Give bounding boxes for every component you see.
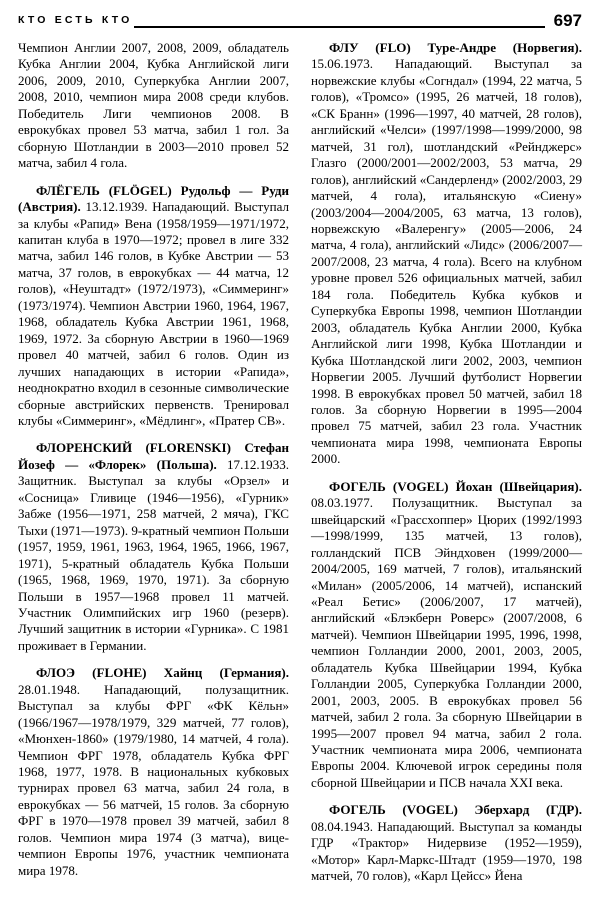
entry-body-text: 13.12.1939. Нападающий. Выступал за клубы «Рапид» Вена (1958/1959—1971/1972, капитан клуба в 1970—1972; провел в лиге 332 матча, забил 146 голов, в Кубке Австрии — 53 матча, 37 голов, в еврокубках — 44 матча, 12 голов), «Неуштадт» (1972/1973), «Симмеринг» (1973/1974). Чемпион Австрии 1960, 1964, 1967, 1968, обладатель Кубка Австрии 1961, 1968, 1969, 1972. За сборную Австрии в 1960—1969 провел 40 матчей, забил 6 голов. Один из лучших нападающих в истории «Рапида», неоднократно входил в сезонные символические сборные австрийских первенств. Тренировал клубы «Симмеринг», «Мёдлинг», «Пратер СВ». — [18, 199, 289, 428]
dictionary-entry-flohe — [18, 665, 289, 879]
entry-headword-latin: (VOGEL) — [402, 802, 458, 818]
entry-body-text: 15.06.1973. Нападающий. Выступал за норвежские клубы «Согндал» (1994, 22 матча, 5 голов), «Тромсо» (1995, 26 матчей, 18 голов), «СК Бранн» (1996—1997, 40 матчей, 28 голов), английский «Челси» (1997/1998—1999/2000, 98 матчей, 31 гол), шотландский «Рейнджерс» Глазго (2000/2001—2002/2003, 53 матча, 29 голов), английский «Сандерленд» (2002/2003, 29 матчей, 4 гола), итальянскую «Сиену» (2003/2004—2004/2005, 63 матча, 13 голов), норвежскую «Валеренгу» (2005—2006, 24 матча, 4 гола), английский «Лидс» (2006/2007—2007/2008, 23 матча, 4 гола). Всего на клубном уровне провел 526 официальных матчей, забил 184 гола. Победитель Кубка кубков и Суперкубка Европы 1998, чемпион Шотландии 2003, обладатель Кубка Англии 2000, Кубка Английской лиги 1998, Кубка Шотландии и Кубка Шотландской лиги 2002, 2003, чемпион Норвегии 2005. Лучший футболист Норвегии 1998. В еврокубках провел 50 матчей, забил 18 голов. За сборную Норвегии в 1995—2004 провел 75 матчей, забил 23 гола. Участник чемпионата мира 1998, чемпионата Европы 2000. — [311, 56, 582, 467]
entry-headword-latin: (FLÖGEL) — [108, 182, 172, 198]
entry-body-text: 28.01.1948. Нападающий, полузащитник. Выступал за клубы ФРГ «ФК Кёльн» (1966/1967—1978/1979, 329 матчей, 77 голов), «Мюнхен-1860» (1979/1980, 14 матчей, 4 гола). Чемпион ФРГ 1978, обладатель Кубка ФРГ 1968, 1977, 1978. В национальных кубковых турнирах провел 63 матча, забил 24 гола, в еврокубках — 56 матчей, 15 голов. За сборную ФРГ в 1970—1978 провел 39 матчей, забил 8 голов. Чемпион мира 1974 (3 матча), вице-чемпион Европы 1976, участник чемпионата мира 1978. — [18, 681, 289, 878]
dictionary-entry-vogel-eberhard — [311, 802, 582, 884]
entry-person-name: Рудольф — Руди (Австрия). — [18, 182, 290, 215]
entry-continued-paragraph — [18, 40, 289, 172]
entry-body-text: 08.03.1977. Полузащитник. Выступал за швейцарский «Грассхоппер» Цюрих (1992/1993—1998/1999, 135 матчей, 13 голов), голландский ПСВ Эйндховен (1999/2000—2004/2005, 169 матчей, 7 голов), итальянский «Милан» (2005/2006, 14 матчей), испанский «Реал Бетис» (2006/2007, 17 матчей), английский «Блэкберн Роверс» (2007/2008, 6 матчей). Чемпион Швейцарии 1995, 1996, 1998, чемпион Голландии 2000, 2001, 2003, 2005, обладатель Кубка Швейцарии 1994, Кубка Голландии 2005, Суперкубка Голландии 2000, 2001, 2003, 2005. В еврокубках провел 56 матчей, забил 2 гола. За сборную Швейцарии в 1995—2007 провел 94 матча, забил 2 гола. Участник чемпионата мира 2006, чемпионата Европы 2004. Ключевой игрок середины поля сборной Швейцарии и ПСВ начала XXI века. — [311, 495, 582, 790]
entry-person-name: Хайнц (Германия). — [163, 665, 289, 681]
entry-headword-cyrillic: ФОГЕЛЬ — [329, 802, 386, 818]
text-columns — [18, 40, 582, 885]
entry-headword-cyrillic: ФЛЁГЕЛЬ — [36, 182, 100, 198]
entry-body-text: 17.12.1933. Защитник. Выступал за клубы «Орзел» и «Сосница» Гливице (1946—1956), «Гурник» Забже (1956—1971, 258 матчей, 2 мяча), ГКС Тыхи (1971—1973). 9-кратный чемпион Польши (1957, 1959, 1961, 1963, 1964, 1965, 1966, 1967, 1971), 5-кратный обладатель Кубка Польши (1965, 1968, 1969, 1970, 1971). За сборную Польши в 1957—1968 провел 11 матчей. Участник Олимпийских игр 1960 (резерв). Лучший защитник в истории «Гурника». С 1981 проживает в Германии. — [18, 456, 289, 653]
entry-headword-latin: (FLORENSKI) — [145, 440, 231, 456]
entry-body-text: Чемпион Англии 2007, 2008, 2009, обладатель Кубка Англии 2004, Кубка Английской лиги 2006, 2009, 2010, Суперкубка Англии 2007, 2008, 2010, чемпион мира 2008 среди клубов. Победитель Лиги чемпионов 2008. В еврокубках провел 53 матча, забил 1 гол. За сборную Шотландии в 2003—2010 провел 52 матча, забил 4 гола. — [18, 40, 289, 171]
entry-headword-latin: (FLO) — [375, 40, 411, 55]
dictionary-entry-flo — [311, 40, 582, 468]
entry-headword-cyrillic: ФОГЕЛЬ — [329, 478, 386, 494]
entry-headword-cyrillic: ФЛОРЕНСКИЙ — [36, 440, 133, 456]
entry-headword-cyrillic: ФЛУ — [329, 40, 359, 55]
entry-person-name: Эберхард (ГДР). — [474, 802, 582, 818]
entry-person-name: Стефан Йозеф — «Флорек» (Польша). — [18, 440, 290, 472]
dictionary-entry-vogel-johan — [311, 479, 582, 792]
entry-headword-latin: (VOGEL) — [392, 478, 449, 494]
entry-body-text: 08.04.1943. Нападающий. Выступал за команды ГДР «Трактор» Нидервизе (1952—1959), «Мотор» Карл-Маркс-Штадт (1959—1970, 198 матчей, 70 голов), «Карл Цейсс» Йена — [311, 818, 582, 884]
running-header-title: КТО ЕСТЬ КТО — [18, 14, 133, 27]
dictionary-entry-flogel — [18, 183, 289, 430]
header-divider-rule — [134, 26, 545, 28]
entry-person-name: Йохан (Швейцария). — [455, 478, 583, 494]
entry-person-name: Туре-Андре (Норвегия). — [427, 40, 583, 55]
page-number: 697 — [553, 11, 582, 30]
entry-headword-cyrillic: ФЛОЭ — [36, 665, 75, 681]
right-column — [311, 40, 582, 885]
dictionary-entry-florenski — [18, 440, 289, 654]
entry-headword-latin: (FLOHE) — [92, 665, 147, 681]
left-column — [18, 40, 289, 885]
running-header — [18, 9, 582, 33]
